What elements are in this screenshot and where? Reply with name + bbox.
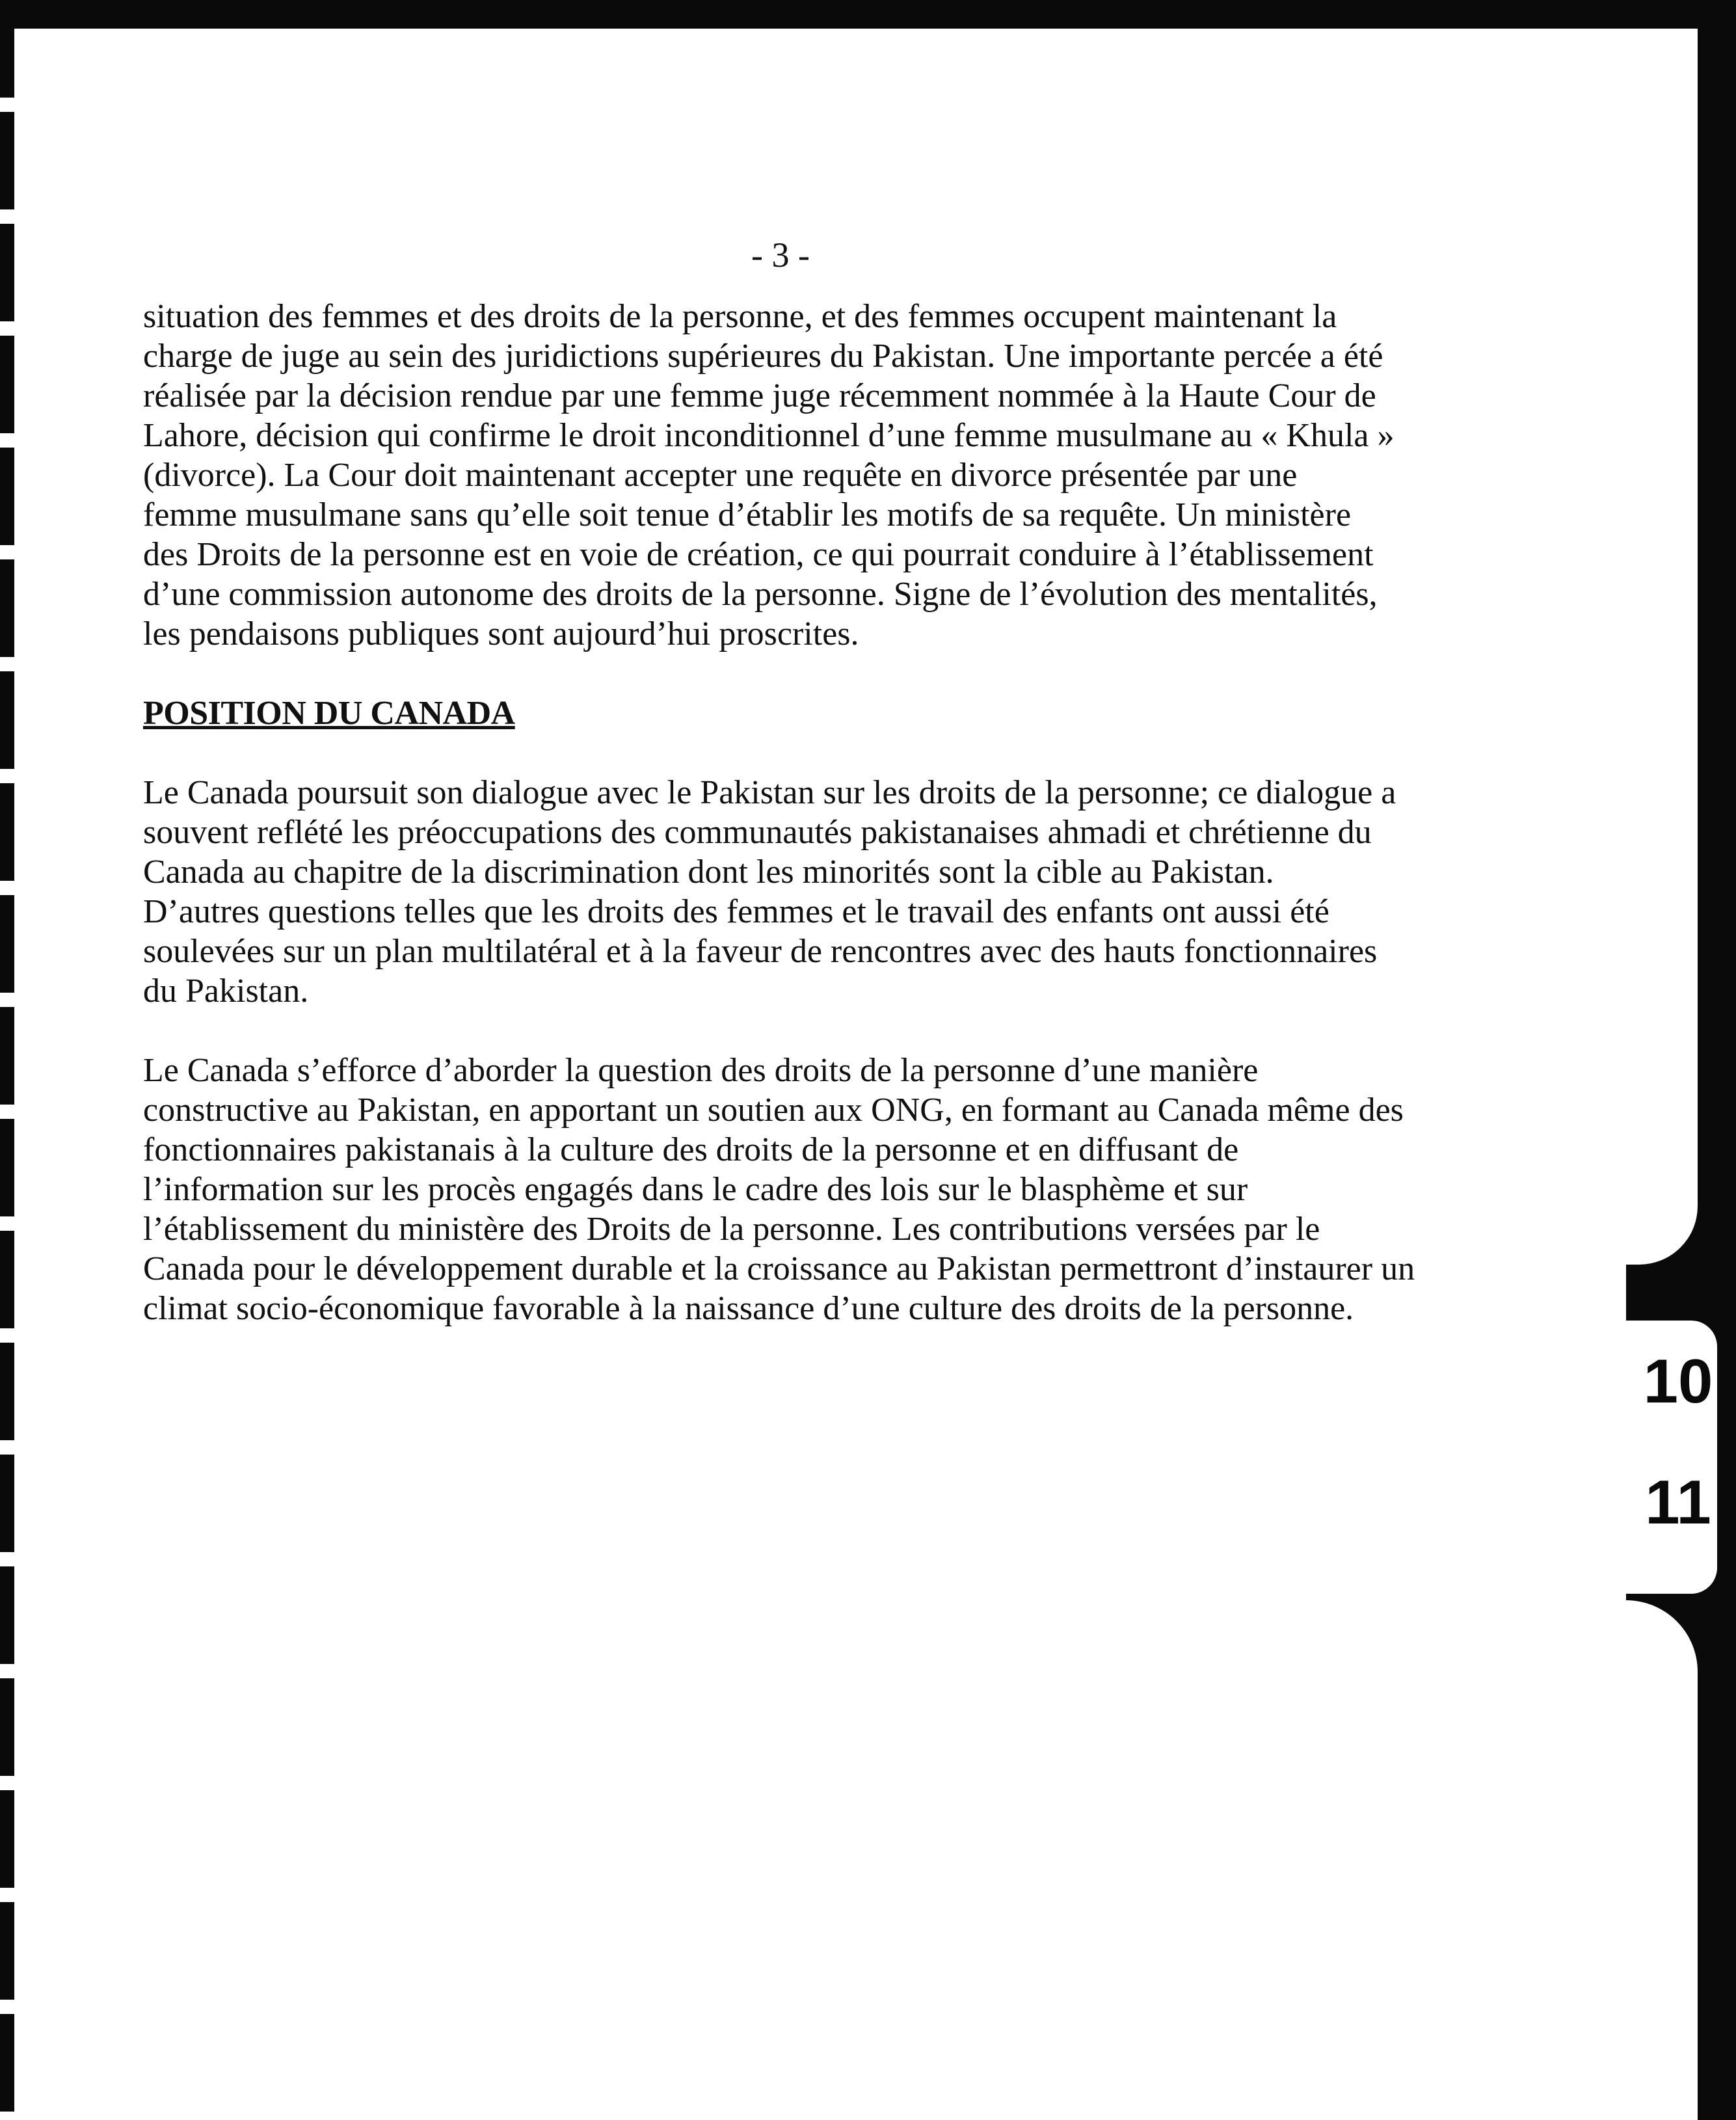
text-line: climat socio-économique favorable à la naissance d’une culture des droits de la personne. [143, 1290, 1354, 1327]
tab-edge-cutout-upper [1626, 29, 1698, 1265]
text-line: Le Canada poursuit son dialogue avec le Pakistan sur les droits de la personne; ce dialogue a [143, 774, 1396, 811]
text-line: situation des femmes et des droits de la personne, et des femmes occupent maintenant la [143, 298, 1337, 335]
scan-top-border [0, 0, 1736, 29]
paragraph-1 [143, 297, 1437, 654]
text-line: Canada pour le développement durable et la croissance au Pakistan permettront d’instaurer un [143, 1250, 1415, 1287]
paragraph-2 [143, 773, 1437, 1011]
text-line: souvent reflété les préoccupations des communautés pakistanaises ahmadi et chrétienne du [143, 814, 1372, 851]
text-line: charge de juge au sein des juridictions supérieures du Pakistan. Une importante percée a été [143, 338, 1383, 375]
text-line: réalisée par la décision rendue par une femme juge récemment nommée à la Haute Cour de [143, 377, 1376, 414]
tab-label-10: 10 [1643, 1347, 1713, 1416]
text-line: l’information sur les procès engagés dans le cadre des lois sur le blasphème et sur [143, 1171, 1248, 1208]
text-line: soulevées sur un plan multilatéral et à la faveur de rencontres avec des hauts fonctionnaires [143, 933, 1378, 970]
paragraph-3 [143, 1051, 1437, 1328]
text-line: Lahore, décision qui confirme le droit inconditionnel d’une femme musulmane au « Khula » [143, 417, 1395, 454]
tab-label-11: 11 [1645, 1468, 1711, 1537]
text-line: les pendaisons publiques sont aujourd’hui proscrites. [143, 615, 859, 652]
page-number: - 3 - [751, 235, 810, 275]
binder-hole-strip [0, 0, 14, 2120]
text-line: Le Canada s’efforce d’aborder la question des droits de la personne d’une manière [143, 1052, 1259, 1089]
section-heading: POSITION DU CANADA [143, 695, 515, 732]
text-line: D’autres questions telles que les droits des femmes et le travail des enfants ont aussi été [143, 893, 1329, 930]
text-line: constructive au Pakistan, en apportant un soutien aux ONG, en formant au Canada même des [143, 1092, 1404, 1129]
text-line: l’établissement du ministère des Droits de la personne. Les contributions versées par le [143, 1211, 1320, 1248]
text-line: du Pakistan. [143, 973, 309, 1010]
text-line: Canada au chapitre de la discrimination dont les minorités sont la cible au Pakistan. [143, 853, 1274, 891]
text-line: femme musulmane sans qu’elle soit tenue d’établir les motifs de sa requête. Un ministère [143, 496, 1352, 533]
text-line: (divorce). La Cour doit maintenant accepter une requête en divorce présentée par une [143, 457, 1298, 494]
text-line: des Droits de la personne est en voie de création, ce qui pourrait conduire à l’établissement [143, 536, 1374, 573]
text-line: fonctionnaires pakistanais à la culture des droits de la personne et en diffusant de [143, 1131, 1239, 1168]
document-body [143, 297, 1437, 1368]
tab-edge-cutout-lower [1626, 1600, 1698, 2120]
text-line: d’une commission autonome des droits de la personne. Signe de l’évolution des mentalités, [143, 576, 1378, 613]
